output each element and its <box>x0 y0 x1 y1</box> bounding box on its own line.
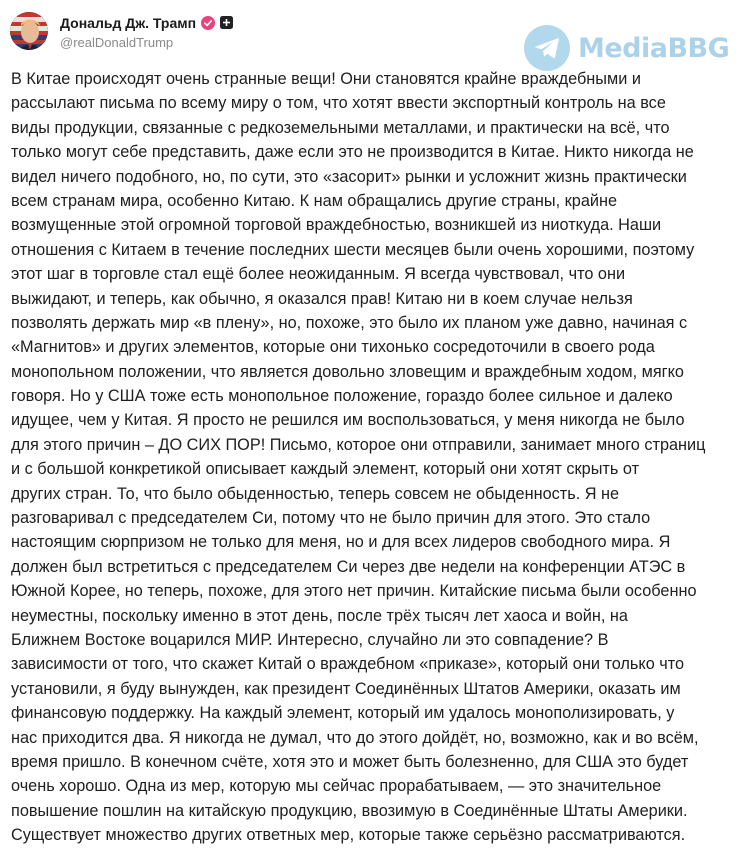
post-text-line: очень хорошо. Одна из мер, которую мы сейчас прорабатываем, — это значительное <box>11 777 662 796</box>
post-text-line: других стран. То, что было обыденностью, теперь совсем не обыденность. Я не <box>11 484 620 503</box>
post-text-line: выжидают, и теперь, как обычно, я оказался прав! Китаю ни в коем случае нельзя <box>11 289 633 308</box>
post-text-line: настоящим сюрпризом не только для меня, но и для всех лидеров свободного мира. Я <box>11 533 671 552</box>
post-text-line: виды продукции, связанные с редкоземельными металлами, и практически на всё, что <box>11 118 670 137</box>
author-info <box>60 13 233 50</box>
post-text-line: должен был встретиться с председателем Си через две недели на конференции АТЭС в <box>11 557 686 576</box>
author-display-name[interactable]: Дональд Дж. Трамп <box>60 14 197 31</box>
telegram-plane-icon <box>524 25 570 71</box>
post-text-line: и с большой конкретикой описывает каждый элемент, который они хотят скрыть от <box>11 460 640 479</box>
post-text-line: Существует множество других ответных мер, которые также серьёзно рассматриваются. <box>11 826 686 845</box>
post-text-line: повышение пошлин на китайскую продукцию, ввозимую в Соединённые Штаты Америки. <box>11 801 688 820</box>
post-text-line: всем странам мира, особенно Китаю. К нам обращались другие страны, крайне <box>11 191 618 210</box>
post-text-line: зависимости от того, что скажет Китай о враждебном «приказе», который они только что <box>11 655 685 674</box>
post-text-line: разговаривал с председателем Си, потому что не было причин для этого. Это стало <box>11 509 651 528</box>
post-text-line: время пришло. В конечном счёте, хотя это и может быть болезненно, для США это будет <box>11 752 689 771</box>
post-text-line: установили, я буду вынужден, как президент Соединённых Штатов Америки, оказать им <box>11 679 681 698</box>
watermark-text: MediaBBG <box>578 32 730 64</box>
avatar[interactable] <box>10 12 48 50</box>
post-text-line: монопольном положении, что является довольно зловещим и враждебным ходом, мягко <box>11 362 684 381</box>
post-text-line: говоря. Но у США тоже есть монопольное положение, гораздо более сильное и далеко <box>11 387 673 406</box>
post-text-line: рассылают письма по всему миру о том, что хотят ввести экспортный контроль на все <box>11 94 666 113</box>
post-text-line: только могут себе представить, даже если это не производится в Китае. Никто никогда не <box>11 143 694 162</box>
post-text-line: для этого причин – ДО СИХ ПОР! Письмо, которое они отправили, занимает много страниц <box>11 435 706 454</box>
author-handle[interactable]: @realDonaldTrump <box>60 34 174 50</box>
post-text-line: Ближнем Востоке воцарился МИР. Интересно, случайно ли это совпадение? В <box>11 630 609 649</box>
plus-square-icon[interactable] <box>220 16 233 29</box>
post-text <box>11 67 751 848</box>
watermark <box>524 24 729 72</box>
post-text-line: финансовую поддержку. На каждый элемент, который им удалось монополизировать, у <box>11 704 675 723</box>
post-text-line: отношения с Китаем в течение последних шести месяцев были очень хорошими, поэтому <box>11 240 695 259</box>
post-text-line: этот шаг в торговле стал ещё более неожиданным. Я всегда чувствовал, что они <box>11 265 626 284</box>
post-text-line: неуместны, поскольку именно в этот день, после трёх тысяч лет хаоса и войн, на <box>11 606 628 625</box>
post-text-line: нас приходится два. Я никогда не думал, что до этого дойдёт, но, возможно, как и во всём, <box>11 728 699 747</box>
post-text-line: возмущенные этой огромной торговой враждебностью, возникшей из ниоткуда. Наши <box>11 216 662 235</box>
author-name-row <box>60 13 233 33</box>
post-text-line: позволять держать мир «в плену», но, похоже, это было их планом уже давно, начиная с <box>11 313 688 332</box>
post-text-line: видел ничего подобного, но, по сути, это «засорит» рынки и усложнит жизнь практически <box>11 167 687 186</box>
post-text-line: Южной Корее, но теперь, похоже, для этого нет причин. Китайские письма были особенно <box>11 582 697 601</box>
post-text-line: идущее, чем у Китая. Я просто не решился им воспользоваться, у меня никогда не было <box>11 411 685 430</box>
post-text-line: В Китае происходят очень странные вещи! Они становятся крайне враждебными и <box>11 70 641 88</box>
post-header <box>10 10 233 52</box>
verified-badge-icon <box>201 16 215 30</box>
post-text-line: «Магнитов» и других элементов, которые они тихонько сосредоточили в своего рода <box>11 338 655 357</box>
